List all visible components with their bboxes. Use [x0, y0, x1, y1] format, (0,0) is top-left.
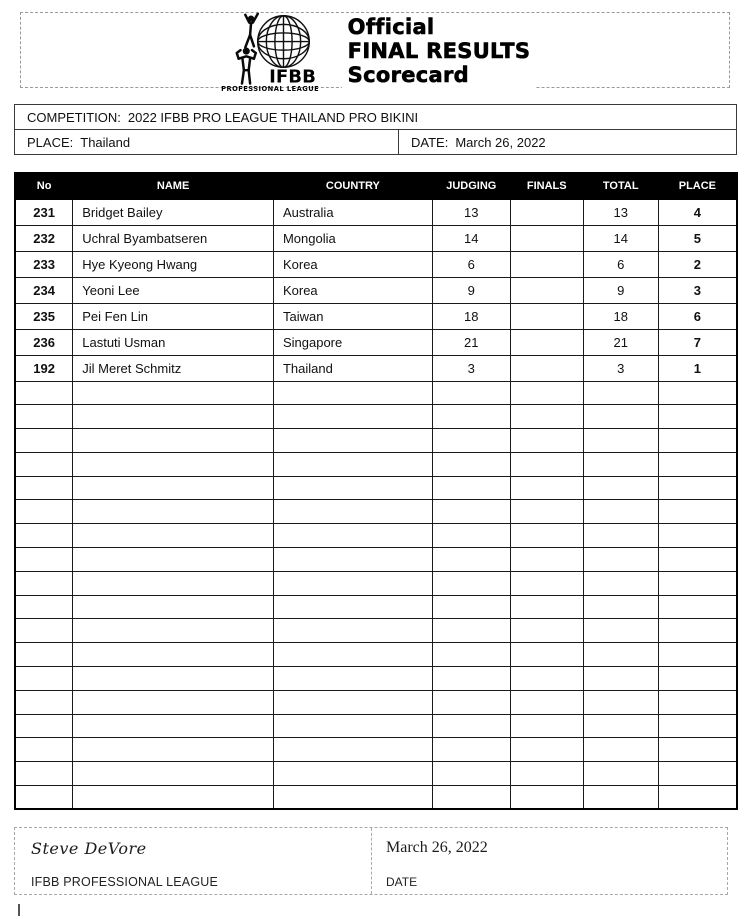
cell-total: 6 — [583, 251, 658, 277]
cell-total: 21 — [583, 329, 658, 355]
empty-table-row — [15, 762, 737, 786]
cell-finals — [510, 355, 583, 381]
empty-cell — [658, 381, 737, 405]
empty-cell — [510, 452, 583, 476]
empty-cell — [510, 619, 583, 643]
empty-cell — [15, 619, 73, 643]
empty-cell — [273, 571, 432, 595]
empty-cell — [510, 500, 583, 524]
cell-country: Korea — [273, 277, 432, 303]
empty-table-row — [15, 500, 737, 524]
empty-cell — [15, 405, 73, 429]
empty-table-row — [15, 595, 737, 619]
empty-table-row — [15, 548, 737, 572]
empty-cell — [432, 476, 510, 500]
empty-cell — [658, 786, 737, 810]
empty-cell — [273, 786, 432, 810]
empty-cell — [432, 524, 510, 548]
empty-table-row — [15, 643, 737, 667]
cell-no: 235 — [15, 303, 73, 329]
cell-country: Australia — [273, 199, 432, 225]
cell-judging: 6 — [432, 251, 510, 277]
place-label: PLACE: — [27, 134, 74, 150]
empty-cell — [583, 690, 658, 714]
table-row — [15, 251, 737, 277]
cell-no: 232 — [15, 225, 73, 251]
empty-table-row — [15, 429, 737, 453]
cell-place: 2 — [658, 251, 737, 277]
empty-cell — [432, 381, 510, 405]
col-header-total: TOTAL — [583, 173, 658, 199]
empty-cell — [510, 405, 583, 429]
competition-value: 2022 IFBB PRO LEAGUE THAILAND PRO BIKINI — [127, 109, 419, 125]
empty-cell — [432, 405, 510, 429]
empty-cell — [658, 762, 737, 786]
empty-cell — [273, 738, 432, 762]
cell-country: Mongolia — [273, 225, 432, 251]
col-header-finals: FINALS — [510, 173, 583, 199]
cell-place: 5 — [658, 225, 737, 251]
logo-subbrand-text: PROFESSIONAL LEAGUE — [220, 85, 319, 94]
header-box — [20, 12, 730, 94]
empty-cell — [73, 524, 274, 548]
empty-table-row — [15, 452, 737, 476]
cell-no: 233 — [15, 251, 73, 277]
document-title — [342, 15, 537, 89]
empty-cell — [658, 405, 737, 429]
cell-judging: 21 — [432, 329, 510, 355]
empty-cell — [432, 571, 510, 595]
results-tbody — [15, 199, 737, 809]
empty-cell — [432, 548, 510, 572]
cell-finals — [510, 277, 583, 303]
cell-place: 1 — [658, 355, 737, 381]
cell-name: Uchral Byambatseren — [73, 225, 274, 251]
empty-cell — [432, 452, 510, 476]
empty-cell — [73, 571, 274, 595]
empty-cell — [15, 690, 73, 714]
empty-cell — [583, 452, 658, 476]
empty-cell — [510, 429, 583, 453]
cell-finals — [510, 199, 583, 225]
empty-cell — [432, 667, 510, 691]
empty-cell — [73, 667, 274, 691]
footer-date-value: March 26, 2022 — [386, 839, 488, 856]
empty-cell — [510, 714, 583, 738]
cell-place: 6 — [658, 303, 737, 329]
empty-cell — [273, 381, 432, 405]
table-row — [15, 199, 737, 225]
cell-total: 3 — [583, 355, 658, 381]
col-header-place: PLACE — [658, 173, 737, 199]
empty-cell — [658, 619, 737, 643]
cell-total: 14 — [583, 225, 658, 251]
empty-cell — [510, 762, 583, 786]
cell-judging: 9 — [432, 277, 510, 303]
empty-cell — [510, 786, 583, 810]
empty-cell — [15, 452, 73, 476]
empty-cell — [583, 595, 658, 619]
empty-cell — [273, 452, 432, 476]
col-header-judging: JUDGING — [432, 173, 510, 199]
empty-table-row — [15, 738, 737, 762]
cell-no: 236 — [15, 329, 73, 355]
signature-text: Steve DeVore — [31, 839, 147, 858]
empty-cell — [73, 762, 274, 786]
empty-cell — [583, 714, 658, 738]
empty-cell — [510, 476, 583, 500]
empty-table-row — [15, 786, 737, 810]
title-line-3: Scorecard — [347, 63, 469, 87]
empty-cell — [273, 619, 432, 643]
cell-total: 9 — [583, 277, 658, 303]
competition-row — [15, 105, 736, 130]
cell-total: 18 — [583, 303, 658, 329]
logo-brand-text: IFBB — [268, 66, 316, 88]
empty-cell — [73, 405, 274, 429]
title-line-1: Official — [347, 15, 435, 39]
empty-cell — [432, 714, 510, 738]
cell-total: 13 — [583, 199, 658, 225]
empty-cell — [15, 738, 73, 762]
empty-cell — [273, 643, 432, 667]
empty-table-row — [15, 619, 737, 643]
empty-cell — [273, 524, 432, 548]
empty-cell — [73, 500, 274, 524]
date-cell — [398, 130, 736, 154]
empty-cell — [15, 524, 73, 548]
empty-cell — [583, 571, 658, 595]
cell-no: 234 — [15, 277, 73, 303]
empty-cell — [15, 667, 73, 691]
empty-cell — [73, 595, 274, 619]
empty-cell — [73, 786, 274, 810]
empty-cell — [15, 548, 73, 572]
cell-place: 3 — [658, 277, 737, 303]
empty-table-row — [15, 405, 737, 429]
cell-finals — [510, 303, 583, 329]
empty-cell — [658, 429, 737, 453]
table-row — [15, 225, 737, 251]
empty-cell — [432, 595, 510, 619]
date-label: DATE: — [411, 134, 449, 150]
competition-info-box — [14, 104, 737, 155]
empty-cell — [658, 595, 737, 619]
empty-cell — [583, 381, 658, 405]
cell-name: Jil Meret Schmitz — [73, 355, 274, 381]
empty-cell — [73, 643, 274, 667]
cell-judging: 18 — [432, 303, 510, 329]
empty-cell — [273, 714, 432, 738]
empty-cell — [658, 524, 737, 548]
empty-cell — [432, 738, 510, 762]
empty-cell — [15, 429, 73, 453]
organization-text: IFBB PROFESSIONAL LEAGUE — [31, 875, 219, 889]
empty-cell — [510, 738, 583, 762]
col-header-name: NAME — [73, 173, 274, 199]
table-row — [15, 355, 737, 381]
empty-cell — [583, 524, 658, 548]
empty-cell — [432, 690, 510, 714]
empty-cell — [583, 738, 658, 762]
empty-cell — [273, 762, 432, 786]
empty-cell — [510, 690, 583, 714]
empty-table-row — [15, 381, 737, 405]
empty-cell — [15, 714, 73, 738]
empty-cell — [658, 714, 737, 738]
cell-finals — [510, 225, 583, 251]
empty-cell — [273, 476, 432, 500]
header-content — [21, 9, 729, 93]
empty-cell — [432, 643, 510, 667]
empty-cell — [432, 500, 510, 524]
empty-cell — [583, 405, 658, 429]
empty-cell — [432, 762, 510, 786]
empty-table-row — [15, 690, 737, 714]
empty-cell — [583, 786, 658, 810]
empty-cell — [658, 452, 737, 476]
table-row — [15, 303, 737, 329]
empty-cell — [510, 548, 583, 572]
cell-place: 7 — [658, 329, 737, 355]
empty-cell — [510, 381, 583, 405]
empty-cell — [583, 548, 658, 572]
empty-table-row — [15, 476, 737, 500]
col-header-no: No — [15, 173, 73, 199]
signature-box — [14, 827, 728, 895]
empty-cell — [15, 595, 73, 619]
empty-cell — [658, 571, 737, 595]
cell-country: Taiwan — [273, 303, 432, 329]
cell-name: Hye Kyeong Hwang — [73, 251, 274, 277]
cell-name: Yeoni Lee — [73, 277, 274, 303]
cell-no: 231 — [15, 199, 73, 225]
empty-cell — [510, 524, 583, 548]
empty-cell — [73, 619, 274, 643]
place-cell — [15, 130, 398, 154]
cell-finals — [510, 251, 583, 277]
cell-judging: 13 — [432, 199, 510, 225]
cell-country: Thailand — [273, 355, 432, 381]
cell-country: Korea — [273, 251, 432, 277]
ifbb-globe-athletes-icon — [214, 11, 332, 95]
empty-cell — [510, 595, 583, 619]
signature-left-cell — [15, 828, 371, 894]
empty-cell — [658, 667, 737, 691]
table-header-row — [15, 173, 737, 199]
results-table — [14, 172, 738, 810]
cell-name: Lastuti Usman — [73, 329, 274, 355]
cell-name: Bridget Bailey — [73, 199, 274, 225]
empty-cell — [273, 429, 432, 453]
empty-cell — [73, 381, 274, 405]
footer-date-label: DATE — [386, 875, 418, 889]
empty-table-row — [15, 714, 737, 738]
empty-cell — [583, 762, 658, 786]
empty-cell — [510, 643, 583, 667]
empty-cell — [15, 500, 73, 524]
empty-cell — [73, 690, 274, 714]
empty-cell — [583, 619, 658, 643]
table-row — [15, 277, 737, 303]
empty-cell — [73, 476, 274, 500]
empty-cell — [583, 643, 658, 667]
empty-cell — [510, 571, 583, 595]
empty-cell — [432, 786, 510, 810]
empty-cell — [583, 667, 658, 691]
empty-cell — [15, 786, 73, 810]
cell-judging: 14 — [432, 225, 510, 251]
empty-cell — [73, 452, 274, 476]
scan-artifact-mark — [18, 904, 20, 916]
empty-cell — [73, 738, 274, 762]
empty-cell — [15, 381, 73, 405]
cell-country: Singapore — [273, 329, 432, 355]
cell-judging: 3 — [432, 355, 510, 381]
empty-cell — [658, 738, 737, 762]
cell-no: 192 — [15, 355, 73, 381]
empty-cell — [15, 762, 73, 786]
empty-cell — [432, 429, 510, 453]
empty-cell — [658, 548, 737, 572]
col-header-country: COUNTRY — [273, 173, 432, 199]
competition-label: COMPETITION: — [27, 109, 121, 125]
empty-cell — [510, 667, 583, 691]
table-row — [15, 329, 737, 355]
empty-cell — [273, 405, 432, 429]
empty-cell — [273, 500, 432, 524]
empty-table-row — [15, 571, 737, 595]
empty-cell — [583, 476, 658, 500]
place-date-row — [15, 130, 736, 154]
empty-cell — [73, 429, 274, 453]
empty-cell — [658, 690, 737, 714]
empty-cell — [658, 500, 737, 524]
empty-cell — [432, 619, 510, 643]
empty-cell — [15, 476, 73, 500]
empty-cell — [73, 548, 274, 572]
empty-cell — [583, 500, 658, 524]
empty-cell — [273, 690, 432, 714]
empty-cell — [658, 476, 737, 500]
cell-name: Pei Fen Lin — [73, 303, 274, 329]
empty-table-row — [15, 667, 737, 691]
empty-cell — [583, 429, 658, 453]
empty-cell — [273, 548, 432, 572]
athlete-figures-icon — [236, 14, 257, 84]
empty-cell — [273, 667, 432, 691]
empty-cell — [273, 595, 432, 619]
empty-cell — [658, 643, 737, 667]
date-value: March 26, 2022 — [455, 134, 546, 150]
signature-date-cell — [371, 828, 727, 894]
title-line-2: FINAL RESULTS — [347, 39, 531, 63]
ifbb-logo — [214, 11, 332, 95]
empty-cell — [15, 643, 73, 667]
place-value: Thailand — [80, 134, 131, 150]
cell-place: 4 — [658, 199, 737, 225]
cell-finals — [510, 329, 583, 355]
empty-cell — [73, 714, 274, 738]
empty-cell — [15, 571, 73, 595]
empty-table-row — [15, 524, 737, 548]
